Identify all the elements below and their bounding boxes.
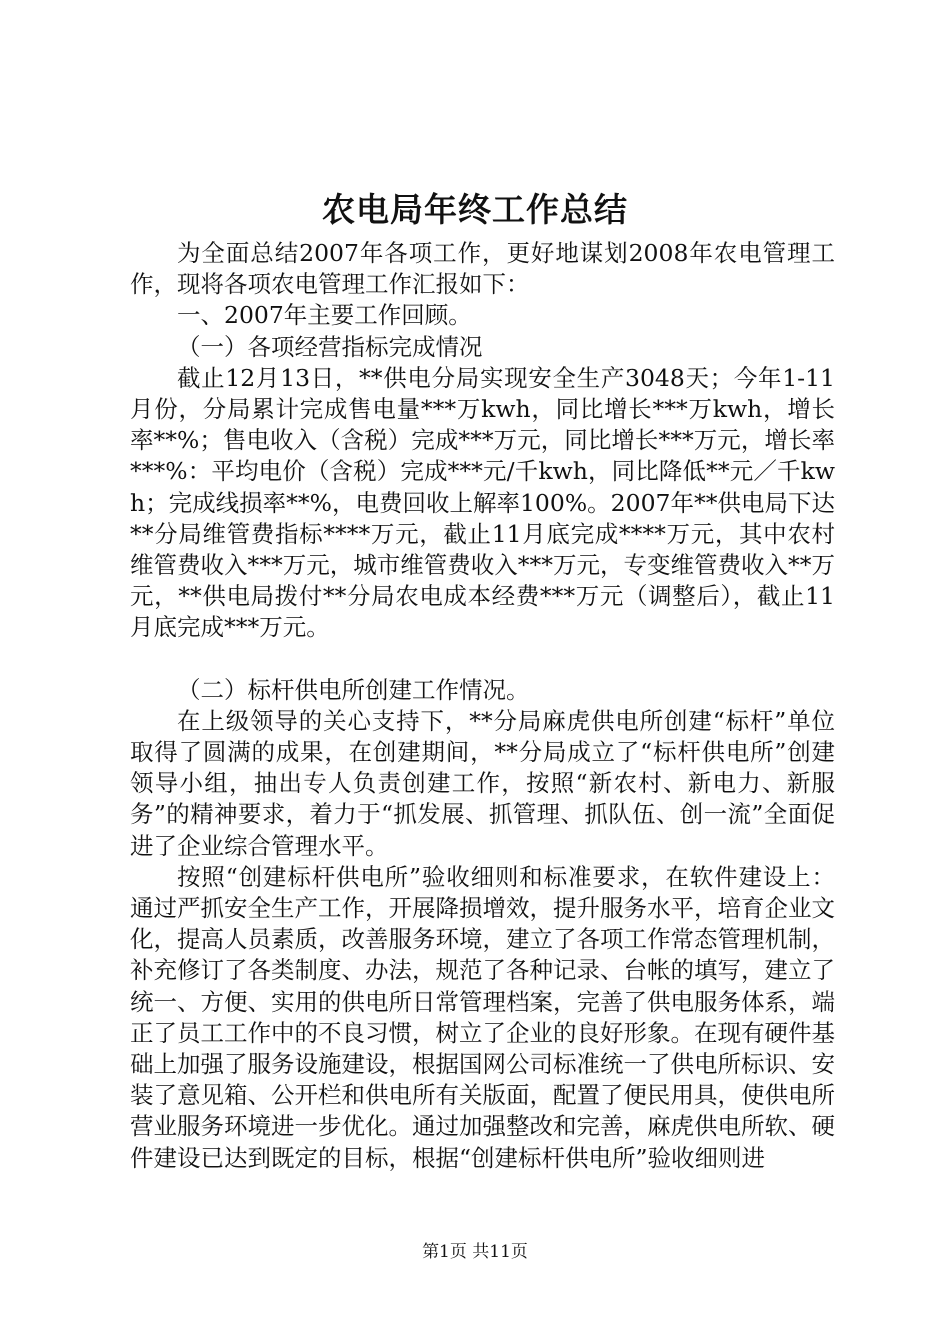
- indicators-paragraph: 截止12月13日，**供电分局实现安全生产3048天；今年1-11月份，分局累计完成售电量***万kwh，同比增长***万kwh，增长率**%；售电收入（含税）完成***万元，同比增长***万元，增长率***%：平均电价（含税）完成***元/千kwh，同比降低**元／千kwh；完成线损率**%，电费回收上解率100%。2007年**供电局下达**分局维管费指标****万元，截止11月底完成****万元，其中农村维管费收入***万元，城市维管费收入***万元，专变维管费收入**万元，**供电局拨付**分局农电成本经费***万元（调整后），截止11月底完成***万元。: [130, 363, 835, 642]
- document-title: 农电局年终工作总结: [322, 190, 628, 229]
- document-body: [130, 238, 835, 1174]
- subsection-heading-2: （二）标杆供电所创建工作情况。: [177, 675, 530, 704]
- page-number: 第1页 共11页: [422, 1242, 528, 1262]
- construction-paragraph: 按照“创建标杆供电所”验收细则和标准要求，在软件建设上：通过严抓安全生产工作，开展降损增效，提升服务水平，培育企业文化，提高人员素质，改善服务环境，建立了各项工作常态管理机制，补充修订了各类制度、办法，规范了各种记录、台帐的填写，建立了统一、方便、实用的供电所日常管理档案，完善了供电服务体系，端正了员工工作中的不良习惯，树立了企业的良好形象。在现有硬件基础上加强了服务设施建设，根据国网公司标准统一了供电所标识、安装了意见箱、公开栏和供电所有关版面，配置了便民用具，使供电所营业服务环境进一步优化。通过加强整改和完善，麻虎供电所软、硬件建设已达到既定的目标，根据“创建标杆供电所”验收细则进: [130, 862, 835, 1172]
- section-heading-1: 一、2007年主要工作回顾。: [177, 301, 472, 330]
- subsection-heading-1: （一）各项经营指标完成情况: [177, 332, 483, 361]
- benchmark-paragraph: 在上级领导的关心支持下，**分局麻虎供电所创建“标杆”单位取得了圆满的成果，在创建期间，**分局成立了“标杆供电所”创建领导小组，抽出专人负责创建工作，按照“新农村、新电力、新服务”的精神要求，着力于“抓发展、抓管理、抓队伍、创一流”全面促进了企业综合管理水平。: [130, 706, 835, 860]
- intro-paragraph: 为全面总结2007年各项工作，更好地谋划2008年农电管理工作，现将各项农电管理工作汇报如下：: [130, 239, 835, 299]
